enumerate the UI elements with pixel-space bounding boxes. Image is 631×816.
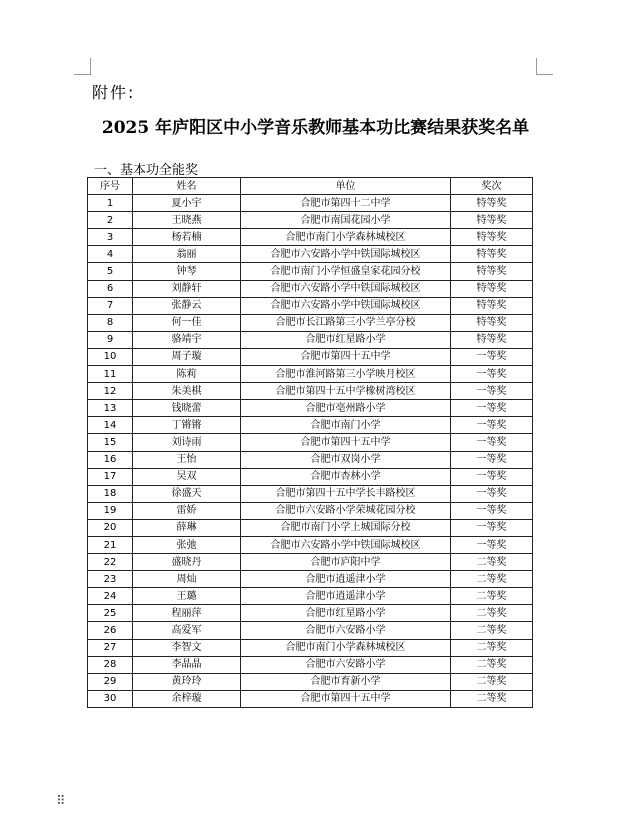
cell-award: 一等奖: [451, 536, 533, 553]
cell-unit: 合肥市六安路小学中铁国际城校区: [241, 246, 451, 263]
table-row: [88, 656, 533, 673]
page-corner-mark-right: [536, 58, 553, 75]
table-row: [88, 314, 533, 331]
cell-name: 朱美棋: [133, 383, 241, 400]
cell-name: 刘静轩: [133, 280, 241, 297]
cell-unit: 合肥市六安路小学中铁国际城校区: [241, 280, 451, 297]
cell-number: 28: [88, 656, 133, 673]
cell-unit: 合肥市第四十二中学: [241, 195, 451, 212]
cell-unit: 合肥市六安路小学中铁国际城校区: [241, 297, 451, 314]
cell-award: 一等奖: [451, 417, 533, 434]
cell-award: 二等奖: [451, 588, 533, 605]
cell-award: 特等奖: [451, 331, 533, 348]
table-row: [88, 331, 533, 348]
cell-number: 11: [88, 366, 133, 383]
table-row: [88, 519, 533, 536]
cell-award: 一等奖: [451, 434, 533, 451]
cell-award: 二等奖: [451, 639, 533, 656]
cell-name: 张静云: [133, 297, 241, 314]
cell-unit: 合肥市第四十五中学: [241, 434, 451, 451]
cell-name: 王晓燕: [133, 212, 241, 229]
cell-name: 周灿: [133, 571, 241, 588]
drag-handle-icon[interactable]: ⠿: [56, 794, 65, 809]
cell-number: 25: [88, 605, 133, 622]
cell-name: 骆靖宇: [133, 331, 241, 348]
cell-award: 特等奖: [451, 314, 533, 331]
cell-award: 一等奖: [451, 383, 533, 400]
cell-name: 余梓璇: [133, 690, 241, 707]
table-row: [88, 605, 533, 622]
cell-award: 二等奖: [451, 571, 533, 588]
cell-award: 一等奖: [451, 502, 533, 519]
document-title: 2025 年庐阳区中小学音乐教师基本功比赛结果获奖名单: [101, 118, 530, 138]
cell-number: 8: [88, 314, 133, 331]
table-row: [88, 263, 533, 280]
cell-number: 26: [88, 622, 133, 639]
cell-number: 24: [88, 588, 133, 605]
table-row: [88, 400, 533, 417]
cell-unit: 合肥市逍遥津小学: [241, 588, 451, 605]
table-row: [88, 280, 533, 297]
cell-name: 周子璇: [133, 348, 241, 365]
cell-award: 特等奖: [451, 280, 533, 297]
column-header-number: 序号: [88, 178, 133, 195]
table-row: [88, 502, 533, 519]
cell-name: 李晶晶: [133, 656, 241, 673]
cell-unit: 合肥市红星路小学: [241, 605, 451, 622]
cell-number: 17: [88, 468, 133, 485]
cell-number: 18: [88, 485, 133, 502]
cell-award: 一等奖: [451, 519, 533, 536]
cell-unit: 合肥市南门小学森林城校区: [241, 229, 451, 246]
cell-award: 特等奖: [451, 263, 533, 280]
table-row: [88, 366, 533, 383]
cell-unit: 合肥市南门小学恒盛皇家花园分校: [241, 263, 451, 280]
cell-number: 4: [88, 246, 133, 263]
cell-award: 一等奖: [451, 348, 533, 365]
table-row: [88, 588, 533, 605]
cell-award: 二等奖: [451, 605, 533, 622]
cell-unit: 合肥市长江路第三小学兰亭分校: [241, 314, 451, 331]
table-row: [88, 417, 533, 434]
cell-number: 23: [88, 571, 133, 588]
page-corner-mark-left: [74, 58, 91, 75]
cell-unit: 合肥市六安路小学: [241, 656, 451, 673]
cell-award: 一等奖: [451, 468, 533, 485]
cell-unit: 合肥市逍遥津小学: [241, 571, 451, 588]
cell-unit: 合肥市南门小学森林城校区: [241, 639, 451, 656]
cell-name: 夏小宇: [133, 195, 241, 212]
cell-name: 杨若楠: [133, 229, 241, 246]
cell-number: 3: [88, 229, 133, 246]
cell-award: 特等奖: [451, 246, 533, 263]
cell-unit: 合肥市第四十五中学: [241, 690, 451, 707]
cell-name: 刘诗雨: [133, 434, 241, 451]
column-header-award: 奖次: [451, 178, 533, 195]
column-header-unit: 单位: [241, 178, 451, 195]
cell-number: 22: [88, 554, 133, 571]
cell-unit: 合肥市六安路小学中铁国际城校区: [241, 536, 451, 553]
table-row: [88, 229, 533, 246]
cell-number: 7: [88, 297, 133, 314]
table-row: [88, 536, 533, 553]
cell-number: 10: [88, 348, 133, 365]
cell-name: 程丽萍: [133, 605, 241, 622]
table-row: [88, 246, 533, 263]
cell-name: 盛晓丹: [133, 554, 241, 571]
cell-number: 9: [88, 331, 133, 348]
table-body: [88, 195, 533, 708]
cell-unit: 合肥市双岗小学: [241, 451, 451, 468]
cell-award: 二等奖: [451, 690, 533, 707]
cell-name: 翁丽: [133, 246, 241, 263]
table-row: [88, 673, 533, 690]
cell-number: 16: [88, 451, 133, 468]
cell-name: 雷娇: [133, 502, 241, 519]
cell-number: 27: [88, 639, 133, 656]
cell-number: 2: [88, 212, 133, 229]
cell-name: 陈莉: [133, 366, 241, 383]
cell-name: 高爱军: [133, 622, 241, 639]
cell-number: 5: [88, 263, 133, 280]
cell-unit: 合肥市亳州路小学: [241, 400, 451, 417]
cell-name: 王璐: [133, 588, 241, 605]
cell-unit: 合肥市第四十五中学长丰路校区: [241, 485, 451, 502]
awards-table: [87, 177, 533, 708]
cell-name: 钱晓蕾: [133, 400, 241, 417]
cell-unit: 合肥市南门小学上城国际分校: [241, 519, 451, 536]
cell-award: 二等奖: [451, 673, 533, 690]
cell-award: 特等奖: [451, 195, 533, 212]
cell-award: 特等奖: [451, 212, 533, 229]
cell-name: 徐盛天: [133, 485, 241, 502]
attachment-label: 附件:: [92, 83, 136, 102]
cell-name: 薛琳: [133, 519, 241, 536]
table-row: [88, 195, 533, 212]
table-row: [88, 468, 533, 485]
table-row: [88, 383, 533, 400]
table-row: [88, 212, 533, 229]
cell-unit: 合肥市南国花园小学: [241, 212, 451, 229]
cell-unit: 合肥市六安路小学: [241, 622, 451, 639]
cell-name: 黄玲玲: [133, 673, 241, 690]
table-row: [88, 690, 533, 707]
cell-name: 王怡: [133, 451, 241, 468]
cell-number: 19: [88, 502, 133, 519]
cell-unit: 合肥市第四十五中学: [241, 348, 451, 365]
cell-unit: 合肥市育新小学: [241, 673, 451, 690]
cell-award: 一等奖: [451, 485, 533, 502]
table-row: [88, 297, 533, 314]
cell-number: 14: [88, 417, 133, 434]
table-row: [88, 571, 533, 588]
cell-number: 15: [88, 434, 133, 451]
cell-unit: 合肥市庐阳中学: [241, 554, 451, 571]
table-row: [88, 622, 533, 639]
table-row: [88, 434, 533, 451]
cell-unit: 合肥市六安路小学荣城花园分校: [241, 502, 451, 519]
cell-award: 一等奖: [451, 400, 533, 417]
cell-name: 何一佳: [133, 314, 241, 331]
cell-number: 13: [88, 400, 133, 417]
cell-unit: 合肥市第四十五中学橡树湾校区: [241, 383, 451, 400]
cell-number: 30: [88, 690, 133, 707]
cell-award: 一等奖: [451, 451, 533, 468]
cell-number: 21: [88, 536, 133, 553]
cell-name: 李智文: [133, 639, 241, 656]
cell-name: 丁锵锵: [133, 417, 241, 434]
cell-award: 特等奖: [451, 229, 533, 246]
cell-number: 1: [88, 195, 133, 212]
cell-name: 吴双: [133, 468, 241, 485]
table-header-row: [88, 178, 533, 195]
table-row: [88, 451, 533, 468]
cell-award: 二等奖: [451, 656, 533, 673]
cell-number: 20: [88, 519, 133, 536]
cell-award: 特等奖: [451, 297, 533, 314]
cell-award: 二等奖: [451, 554, 533, 571]
cell-award: 二等奖: [451, 622, 533, 639]
column-header-name: 姓名: [133, 178, 241, 195]
section-heading: 一、基本功全能奖: [94, 163, 199, 178]
cell-unit: 合肥市南门小学: [241, 417, 451, 434]
table-row: [88, 554, 533, 571]
cell-unit: 合肥市红星路小学: [241, 331, 451, 348]
table-row: [88, 348, 533, 365]
table-row: [88, 639, 533, 656]
cell-name: 张弛: [133, 536, 241, 553]
cell-unit: 合肥市杏林小学: [241, 468, 451, 485]
cell-unit: 合肥市淮河路第三小学映月校区: [241, 366, 451, 383]
table-row: [88, 485, 533, 502]
cell-number: 29: [88, 673, 133, 690]
cell-number: 6: [88, 280, 133, 297]
cell-award: 一等奖: [451, 366, 533, 383]
cell-name: 钟琴: [133, 263, 241, 280]
cell-number: 12: [88, 383, 133, 400]
